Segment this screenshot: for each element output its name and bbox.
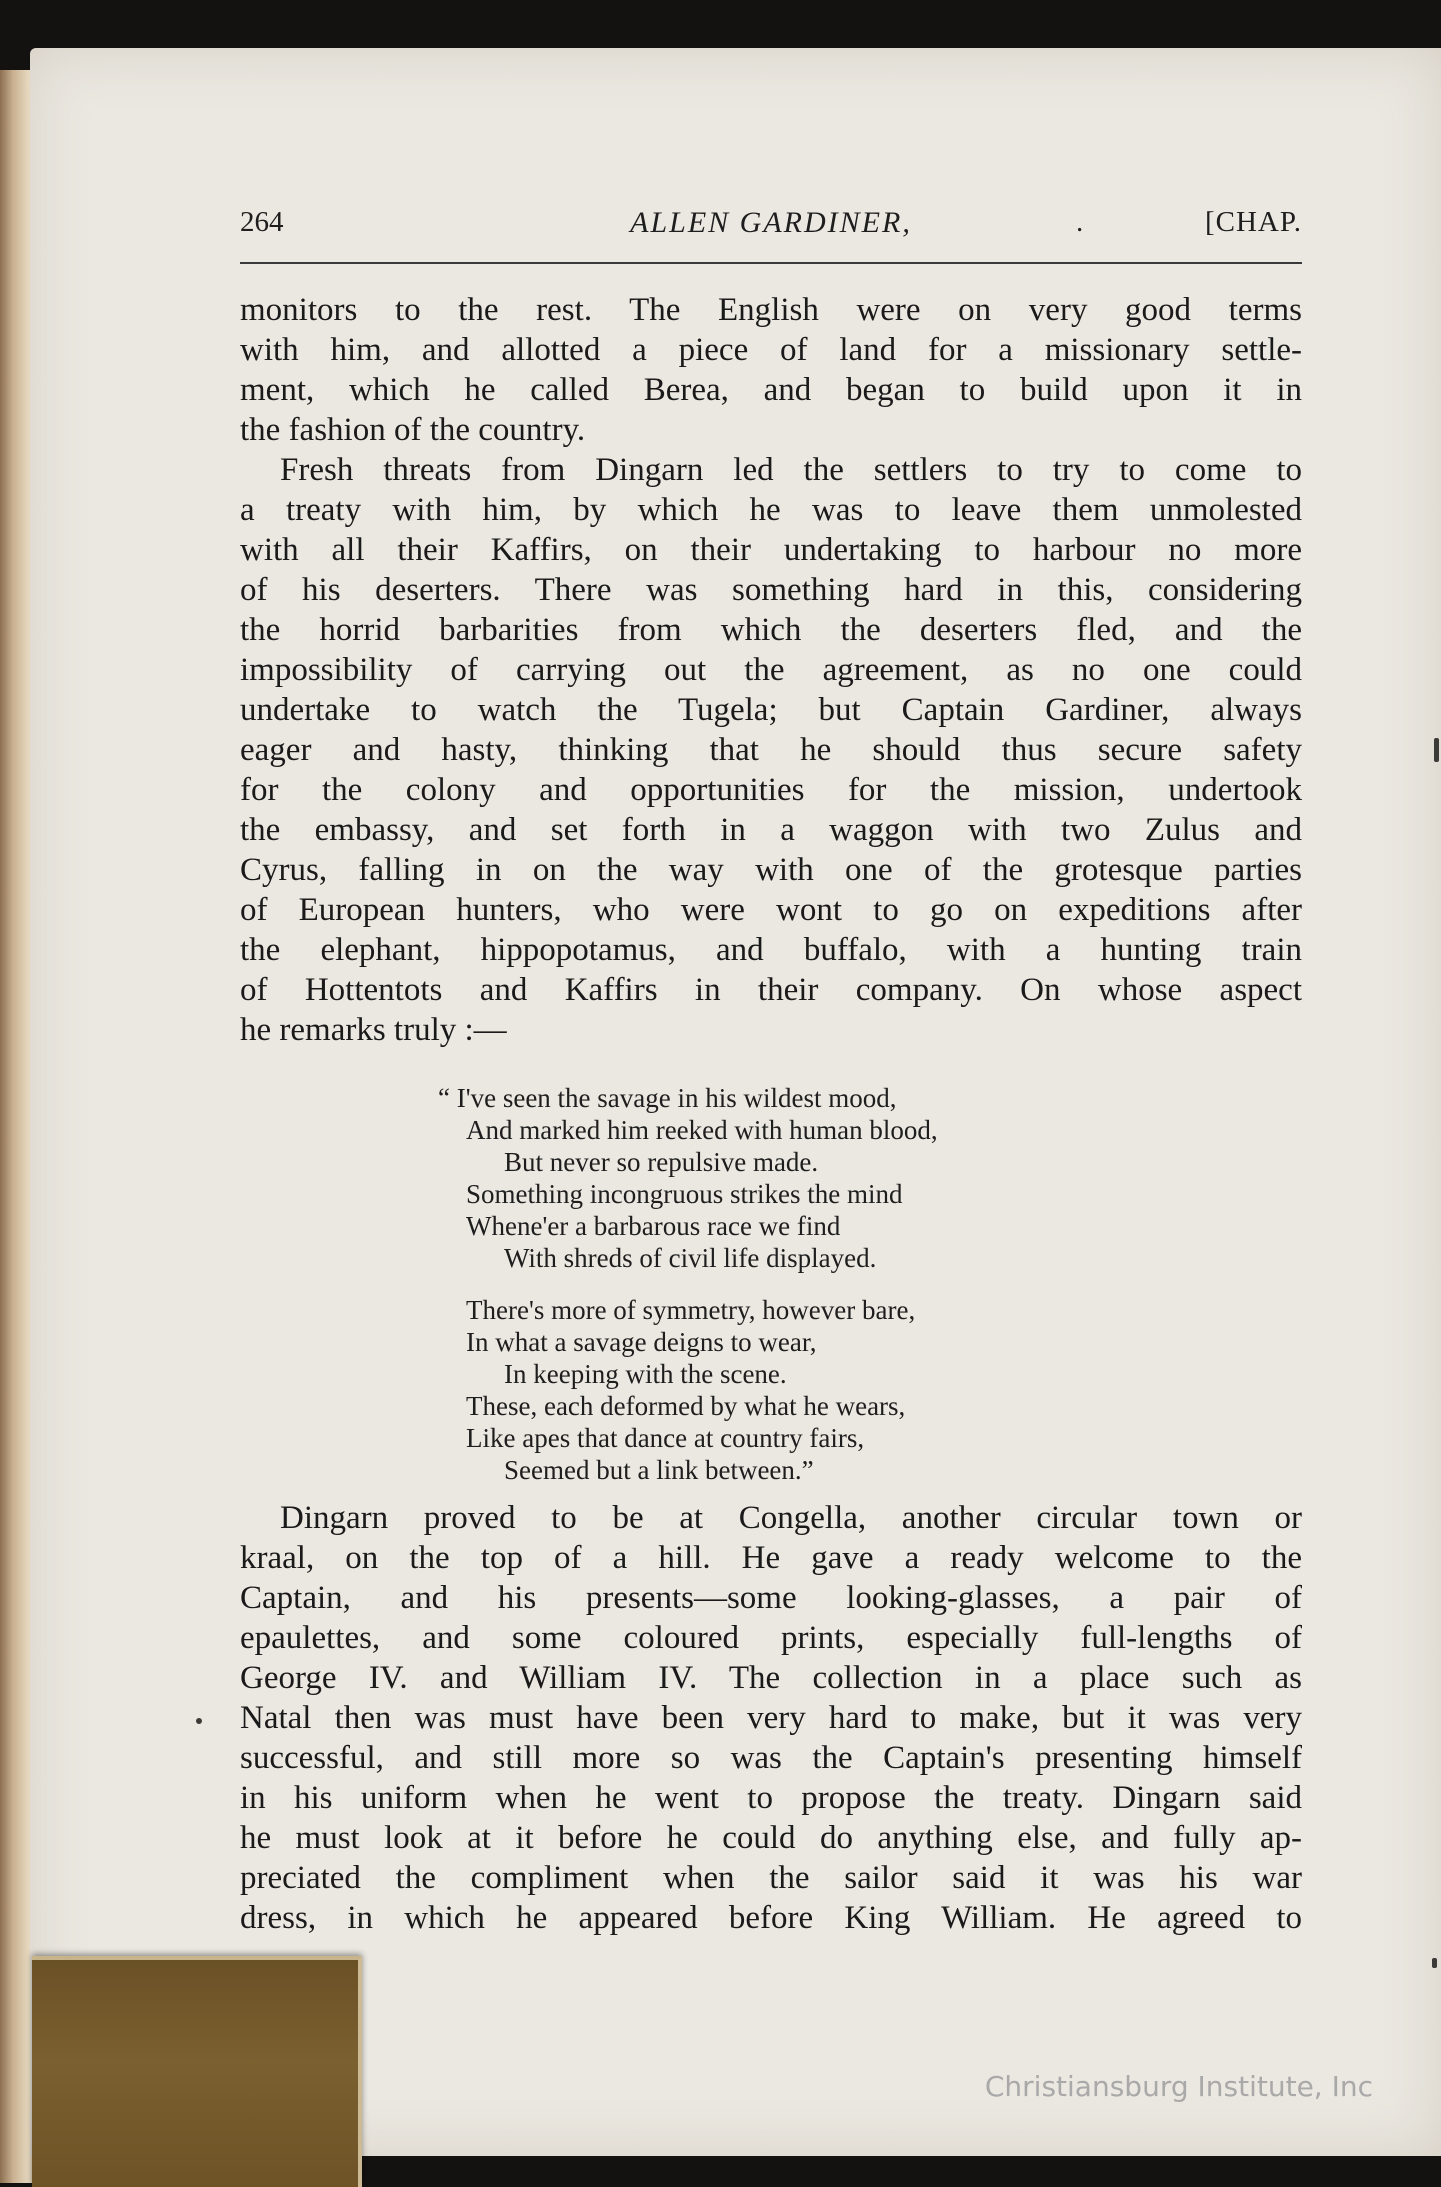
text-line: monitors to the rest. The English were on very good terms	[240, 292, 1302, 328]
ink-speck	[196, 1718, 202, 1724]
text-line: he remarks truly :—	[240, 1012, 507, 1048]
text-line: with all their Kaffirs, on their undertaking to harbour no more	[240, 532, 1302, 568]
page-header	[240, 206, 1302, 264]
poem-line: With shreds of civil life displayed.	[504, 1243, 877, 1273]
text-line: Cyrus, falling in on the way with one of the grotesque parties	[240, 852, 1302, 888]
poem-line: “ I've seen the savage in his wildest mood,	[438, 1083, 897, 1113]
poem-stanza-2	[438, 1294, 1138, 1486]
poem-line: Seemed but a link between.”	[504, 1455, 814, 1485]
text-line: of his deserters. There was something hard in this, considering	[240, 572, 1302, 608]
poem-line: In keeping with the scene.	[504, 1359, 787, 1389]
text-line: of Hottentots and Kaffirs in their company. On whose aspect	[240, 972, 1302, 1008]
text-line: dress, in which he appeared before King William. He agreed to	[240, 1900, 1302, 1936]
poem-line: Something incongruous strikes the mind	[466, 1179, 903, 1209]
text-line: undertake to watch the Tugela; but Captain Gardiner, always	[240, 692, 1302, 728]
poem-line: These, each deformed by what he wears,	[466, 1391, 906, 1421]
text-line: kraal, on the top of a hill. He gave a ready welcome to the	[240, 1540, 1302, 1576]
text-block-bottom	[240, 1498, 1302, 1938]
poem-stanza-1	[438, 1082, 1138, 1274]
poem-line: And marked him reeked with human blood,	[466, 1115, 938, 1145]
text-line: the horrid barbarities from which the deserters fled, and the	[240, 612, 1302, 648]
header-dot: .	[1076, 206, 1084, 238]
text-line: George IV. and William IV. The collection in a place such as	[240, 1660, 1302, 1696]
watermark: Christiansburg Institute, Inc	[984, 2070, 1373, 2103]
text-line: he must look at it before he could do anything else, and fully ap-	[240, 1820, 1302, 1856]
poem-line: Like apes that dance at country fairs,	[466, 1423, 865, 1453]
ink-speck	[1434, 738, 1439, 762]
poem-line: There's more of symmetry, however bare,	[466, 1295, 916, 1325]
text-line: Natal then was must have been very hard to make, but it was very	[240, 1700, 1302, 1736]
text-line: the elephant, hippopotamus, and buffalo, with a hunting train	[240, 932, 1302, 968]
chapter-label: [CHAP.	[1204, 206, 1302, 238]
book-spine-block	[32, 1956, 362, 2187]
text-line: Dingarn proved to be at Congella, another circular town or	[280, 1500, 1302, 1536]
running-title: ALLEN GARDINER,	[630, 206, 912, 239]
text-line: eager and hasty, thinking that he should thus secure safety	[240, 732, 1302, 768]
text-line: Captain, and his presents—some looking-glasses, a pair of	[240, 1580, 1302, 1616]
text-line: for the colony and opportunities for the mission, undertook	[240, 772, 1302, 808]
text-line: successful, and still more so was the Captain's presenting himself	[240, 1740, 1302, 1776]
text-line: Fresh threats from Dingarn led the settlers to try to come to	[280, 452, 1302, 488]
text-line: the embassy, and set forth in a waggon with two Zulus and	[240, 812, 1302, 848]
text-line: in his uniform when he went to propose the treaty. Dingarn said	[240, 1780, 1302, 1816]
text-line: epaulettes, and some coloured prints, especially full-lengths of	[240, 1620, 1302, 1656]
ink-speck	[1432, 1958, 1437, 1968]
poem-line: In what a savage deigns to wear,	[466, 1327, 817, 1357]
page-number: 264	[240, 206, 284, 238]
text-block-top	[240, 290, 1302, 1050]
text-line: of European hunters, who were wont to go on expeditions after	[240, 892, 1302, 928]
text-line: preciated the compliment when the sailor said it was his war	[240, 1860, 1302, 1896]
text-line: ment, which he called Berea, and began to build upon it in	[240, 372, 1302, 408]
text-line: the fashion of the country.	[240, 412, 586, 448]
poem-line: But never so repulsive made.	[504, 1147, 819, 1177]
text-line: with him, and allotted a piece of land for a missionary settle-	[240, 332, 1302, 368]
poem-line: Whene'er a barbarous race we find	[466, 1211, 841, 1241]
text-line: a treaty with him, by which he was to leave them unmolested	[240, 492, 1302, 528]
text-line: impossibility of carrying out the agreement, as no one could	[240, 652, 1302, 688]
